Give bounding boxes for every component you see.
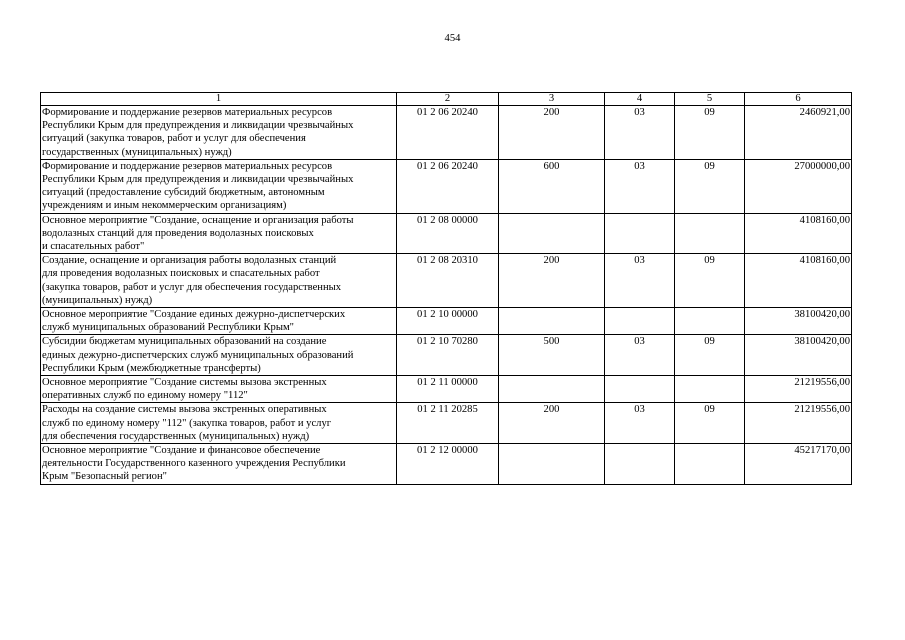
row-name-line: (муниципальных) нужд)	[42, 294, 153, 306]
row-name-line: ситуаций (предоставление субсидий бюджетным, автономным	[42, 187, 325, 199]
page-number: 454	[444, 33, 461, 44]
row-subsection-cell	[675, 444, 745, 485]
row-target-article-cell: 01 2 11 20285	[397, 403, 499, 444]
row-name-line: ситуаций (закупка товаров, работ и услуг для обеспечения	[42, 133, 306, 145]
row-name-cell	[41, 159, 397, 213]
row-expense-type-cell	[499, 213, 605, 254]
table-row	[41, 403, 852, 444]
header-col-5: 5	[675, 93, 745, 106]
row-target-article-cell: 01 2 06 20240	[397, 106, 499, 160]
row-amount-cell: 2460921,00	[745, 106, 852, 160]
row-amount-cell: 27000000,00	[745, 159, 852, 213]
row-section-cell: 03	[605, 159, 675, 213]
row-subsection-cell	[675, 213, 745, 254]
row-target-article-cell: 01 2 10 00000	[397, 308, 499, 335]
row-name-cell	[41, 254, 397, 308]
row-target-article-cell: 01 2 08 00000	[397, 213, 499, 254]
row-subsection-cell	[675, 376, 745, 403]
row-name-line: Создание, оснащение и организация работы водолазных станций	[42, 255, 337, 267]
row-target-article-cell: 01 2 06 20240	[397, 159, 499, 213]
row-subsection-cell	[675, 308, 745, 335]
row-name-line: служб муниципальных образований Республики Крым"	[42, 322, 294, 334]
row-expense-type-cell: 200	[499, 403, 605, 444]
row-name-line: Основное мероприятие "Создание единых дежурно-диспетчерских	[42, 309, 346, 321]
row-name-line: Формирование и поддержание резервов материальных ресурсов	[42, 160, 333, 172]
row-expense-type-cell: 500	[499, 335, 605, 376]
row-target-article-cell: 01 2 11 00000	[397, 376, 499, 403]
row-target-article-cell: 01 2 12 00000	[397, 444, 499, 485]
row-name-line: (закупка товаров, работ и услуг для обеспечения государственных	[42, 281, 342, 293]
row-section-cell: 03	[605, 106, 675, 160]
header-col-2: 2	[397, 93, 499, 106]
row-name-line: Республики Крым (межбюджетные трансферты)	[42, 362, 261, 374]
row-name-line: единых дежурно-диспетчерских служб муниципальных образований	[42, 349, 354, 361]
table-row	[41, 335, 852, 376]
row-amount-cell: 45217170,00	[745, 444, 852, 485]
row-name-cell	[41, 335, 397, 376]
row-name-line: оперативных служб по единому номеру "112"	[42, 390, 248, 402]
row-name-line: водолазных станций для проведения водолазных поисковых	[42, 227, 314, 239]
table-row	[41, 308, 852, 335]
row-expense-type-cell: 200	[499, 106, 605, 160]
row-name-line: Республики Крым для предупреждения и ликвидации чрезвычайных	[42, 174, 354, 186]
header-col-6: 6	[745, 93, 852, 106]
row-name-line: служб по единому номеру "112" (закупка товаров, работ и услуг	[42, 417, 332, 429]
row-target-article-cell: 01 2 10 70280	[397, 335, 499, 376]
row-subsection-cell: 09	[675, 106, 745, 160]
row-expense-type-cell	[499, 308, 605, 335]
table-header-row	[41, 93, 852, 106]
row-amount-cell: 21219556,00	[745, 403, 852, 444]
row-name-line: Основное мероприятие "Создание системы вызова экстренных	[42, 377, 327, 389]
row-name-line: Расходы на создание системы вызова экстренных оперативных	[42, 404, 327, 416]
table-row	[41, 254, 852, 308]
row-amount-cell: 21219556,00	[745, 376, 852, 403]
row-name-line: Республики Крым для предупреждения и ликвидации чрезвычайных	[42, 120, 354, 132]
row-section-cell	[605, 213, 675, 254]
row-name-cell	[41, 106, 397, 160]
row-section-cell: 03	[605, 403, 675, 444]
table-row	[41, 376, 852, 403]
table-row	[41, 106, 852, 160]
row-section-cell: 03	[605, 254, 675, 308]
row-name-line: Крым "Безопасный регион"	[42, 471, 167, 483]
row-subsection-cell: 09	[675, 403, 745, 444]
header-col-4: 4	[605, 93, 675, 106]
row-subsection-cell: 09	[675, 159, 745, 213]
row-name-cell	[41, 444, 397, 485]
row-name-cell	[41, 403, 397, 444]
row-expense-type-cell	[499, 376, 605, 403]
row-amount-cell: 4108160,00	[745, 254, 852, 308]
row-expense-type-cell	[499, 444, 605, 485]
row-name-line: для проведения водолазных поисковых и спасательных работ	[42, 268, 320, 280]
row-name-line: для обеспечения государственных (муниципальных) нужд)	[42, 430, 310, 442]
row-amount-cell: 38100420,00	[745, 335, 852, 376]
row-name-line: Субсидии бюджетам муниципальных образований на создание	[42, 336, 327, 348]
row-name-line: государственных (муниципальных) нужд)	[42, 146, 232, 158]
table-row	[41, 159, 852, 213]
row-name-cell	[41, 376, 397, 403]
row-name-line: Формирование и поддержание резервов материальных ресурсов	[42, 107, 333, 118]
row-section-cell: 03	[605, 335, 675, 376]
header-col-1: 1	[41, 93, 397, 106]
row-name-line: деятельности Государственного казенного учреждения Республики	[42, 458, 346, 470]
row-name-line: и спасательных работ"	[42, 241, 145, 253]
row-name-cell	[41, 308, 397, 335]
row-name-cell	[41, 213, 397, 254]
row-name-line: учреждениям и иным некоммерческим организациям)	[42, 200, 287, 212]
row-name-line: Основное мероприятие "Создание и финансовое обеспечение	[42, 445, 321, 457]
table-row	[41, 444, 852, 485]
row-target-article-cell: 01 2 08 20310	[397, 254, 499, 308]
row-subsection-cell: 09	[675, 335, 745, 376]
table-body	[41, 106, 852, 485]
table-row	[41, 213, 852, 254]
row-expense-type-cell: 200	[499, 254, 605, 308]
row-amount-cell: 38100420,00	[745, 308, 852, 335]
row-section-cell	[605, 376, 675, 403]
row-subsection-cell: 09	[675, 254, 745, 308]
budget-table	[40, 92, 852, 485]
row-section-cell	[605, 444, 675, 485]
row-amount-cell: 4108160,00	[745, 213, 852, 254]
row-expense-type-cell: 600	[499, 159, 605, 213]
row-section-cell	[605, 308, 675, 335]
header-col-3: 3	[499, 93, 605, 106]
row-name-line: Основное мероприятие "Создание, оснащение и организация работы	[42, 214, 354, 226]
